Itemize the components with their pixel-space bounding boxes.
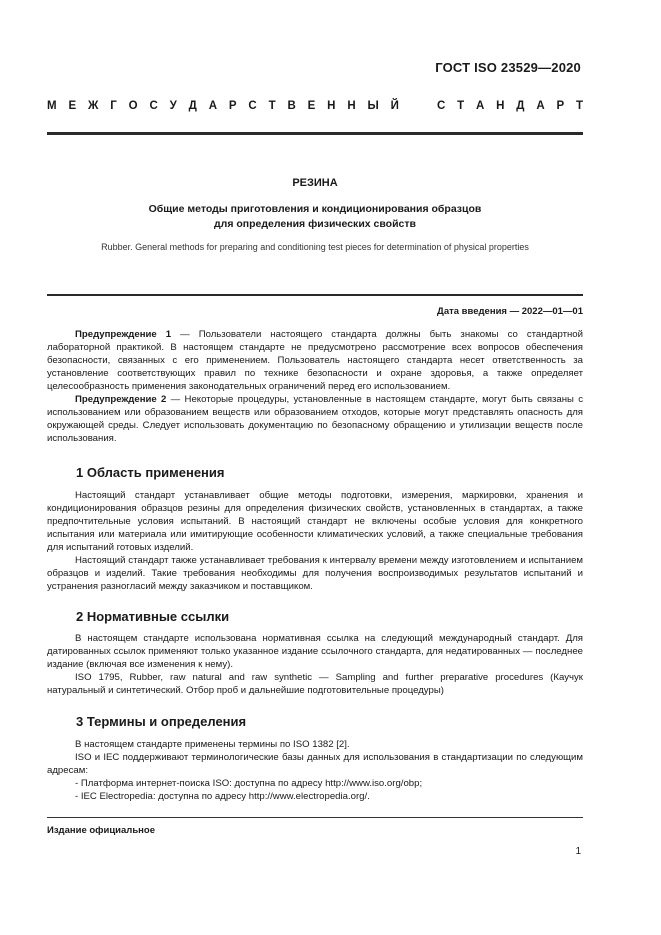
header-rule: [47, 132, 583, 135]
edition-label: Издание официальное: [47, 825, 155, 836]
banner-letter: Н: [327, 100, 336, 112]
banner-letter: А: [536, 100, 545, 112]
section-1-paragraph-2: Настоящий стандарт также устанавливает требования к интервалу времени между изготовлением и испытанием образцов и изделий. Такие требования необходимы для получения воспроизводимых результатов испытаний и устранения разногласий между заказчиком и поставщиком.: [47, 555, 583, 592]
section-1-body: [47, 489, 583, 593]
section-3-body: [47, 738, 583, 803]
section-2-paragraph-1: В настоящем стандарте использована нормативная ссылка на следующий международный стандарт. Для датированных ссылок применяют только указанное издание ссылочного стандарта, для недатированных — последнее издание (включая все изменения к нему).: [47, 633, 583, 670]
banner-letter: Й: [390, 100, 399, 112]
banner-letter: Е: [68, 100, 77, 112]
banner-word-interstate: [47, 100, 399, 112]
subtitle-line-2: для определения физических свойств: [214, 218, 416, 230]
list-item: - Платформа интернет-поиска ISO: доступна по адресу http://www.iso.org/obp;: [75, 778, 423, 789]
section-2-heading: 2 Нормативные ссылки: [76, 609, 230, 624]
banner-letter: Т: [575, 100, 583, 112]
banner-letter: М: [47, 100, 57, 112]
standard-banner: [47, 100, 583, 112]
title-rule: [47, 294, 583, 296]
section-3-heading: 3 Термины и определения: [76, 714, 247, 729]
banner-letter: С: [248, 100, 257, 112]
banner-letter: В: [287, 100, 296, 112]
section-3-paragraph-1: В настоящем стандарте применены термины по ISO 1382 [2].: [75, 739, 350, 750]
banner-letter: Т: [268, 100, 276, 112]
banner-letter: Д: [516, 100, 525, 112]
banner-word-standard: [437, 100, 583, 112]
page-number: 1: [575, 846, 581, 857]
page-title: РЕЗИНА: [292, 177, 338, 189]
section-2-paragraph-2: ISO 1795, Rubber, raw natural and raw synthetic — Sampling and further preparative procedures (Каучук натуральный и синтетический. Отбор проб и дальнейшие подготовительные процедуры): [47, 672, 583, 696]
warning-2: [47, 393, 583, 445]
banner-letter: Е: [307, 100, 316, 112]
document-number: ГОСТ ISO 23529—2020: [435, 60, 581, 75]
section-1-paragraph-1: Настоящий стандарт устанавливает общие методы подготовки, измерения, маркировки, хранения и кондиционирования образцов резины для определения физических свойств, установленных в стандартах, а также предпочтительные условия испытаний. В настоящий стандарт не включены особые условия для конкретного испытания или материала или имитирующие особенности климатических условий, а также специальные требования для испытаний готовых изделий.: [47, 490, 583, 553]
banner-letter: Р: [556, 100, 565, 112]
banner-letter: А: [476, 100, 485, 112]
banner-letter: Т: [457, 100, 465, 112]
section-1-heading: 1 Область применения: [76, 465, 225, 480]
section-2-body: [47, 632, 583, 697]
english-title: Rubber. General methods for preparing and conditioning test pieces for determination of physical properties: [101, 242, 529, 252]
warning-1: [47, 328, 583, 393]
warning-1-label: Предупреждение 1: [75, 329, 172, 340]
warning-2-text: — Некоторые процедуры, установленные в настоящем стандарте, могут быть связаны с использованием или образованием веществ или образованием отходов, которые могут представлять опасность для окружающей среды. Следует использовать документацию по безопасному обращению и утилизации веществ после использования.: [47, 394, 584, 444]
section-3-paragraph-2: ISO и IEC поддерживают терминологические базы данных для использования в стандартизации по следующим адресам:: [47, 752, 583, 776]
banner-letter: У: [169, 100, 177, 112]
banner-letter: Г: [110, 100, 117, 112]
banner-letter: С: [437, 100, 446, 112]
warning-1-text: — Пользователи настоящего стандарта должны быть знакомы со стандартной лабораторной практикой. В настоящем стандарте не предусмотрено рассмотрение всех вопросов обеспечения безопасности, связанных с его применением. Пользователь настоящего стандарта несет ответственность за установление соответствующих правил по технике безопасности и охране здоровья, а также определяет целесообразность применения законодательных ограничений перед его использованием.: [47, 329, 583, 392]
banner-letter: Р: [228, 100, 237, 112]
banner-letter: С: [149, 100, 158, 112]
banner-letter: О: [128, 100, 138, 112]
banner-letter: Ы: [367, 100, 379, 112]
list-item: - IEC Electropedia: доступна по адресу http://www.electropedia.org/.: [75, 791, 370, 802]
introduction-date: Дата введения — 2022—01—01: [437, 306, 583, 317]
banner-letter: Д: [188, 100, 197, 112]
banner-letter: А: [208, 100, 218, 112]
banner-letter: Н: [347, 100, 356, 112]
subtitle-line-1: Общие методы приготовления и кондиционирования образцов: [148, 203, 482, 215]
warnings-block: [47, 328, 583, 445]
banner-letter: Н: [496, 100, 505, 112]
banner-letter: Ж: [87, 100, 99, 112]
page-subtitle: [47, 202, 583, 232]
warning-2-label: Предупреждение 2: [75, 394, 167, 405]
footer-rule: [47, 817, 583, 818]
